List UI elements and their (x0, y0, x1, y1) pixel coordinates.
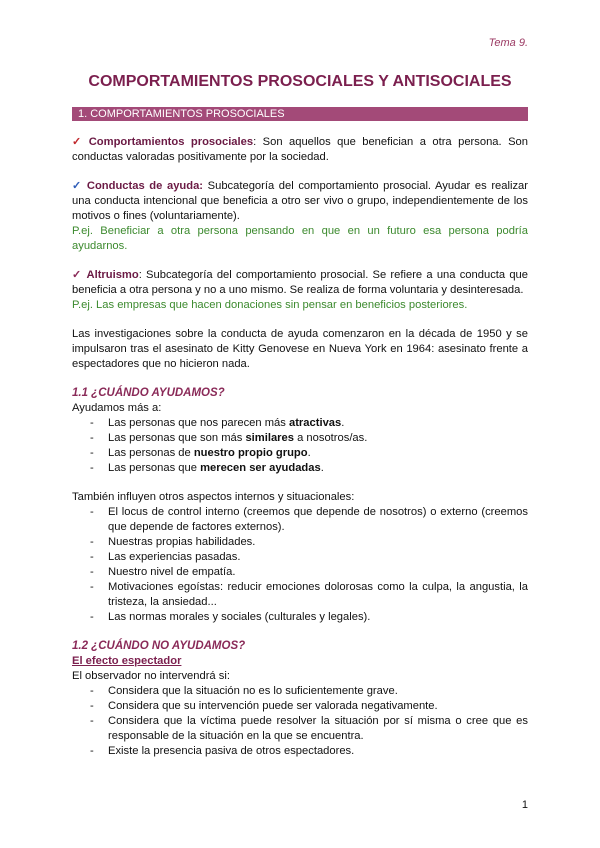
list-item: - Las personas que merecen ser ayudadas. (72, 461, 528, 476)
page-number: 1 (521, 799, 528, 811)
definition: ✓ Altruismo: Subcategoría del comportamiento prosocial. Se refiere a una conducta que beneficia a otra persona y no a uno mismo. Se realiza de forma voluntaria y desinteresada. P.ej. Las empresas que hacen donaciones sin pensar en beneficios posteriores. (72, 269, 529, 311)
list-item: - Considera que la víctima puede resolver la situación por sí misma o cree que es responsable de la situación en la que se encuentra. (72, 714, 528, 744)
list (72, 684, 528, 759)
checkmark-icon: ✓ (72, 269, 83, 281)
list-item: - Considera que su intervención puede ser valorada negativamente. (72, 699, 528, 714)
list-item: - Las experiencias pasadas. (72, 550, 528, 565)
list-item: - Existe la presencia pasiva de otros espectadores. (72, 744, 528, 759)
header-tema: Tema 9. (488, 37, 528, 49)
list (72, 505, 528, 625)
checkmark-icon: ✓ (72, 180, 83, 192)
list-item: - Las personas que son más similares a nosotros/as. (72, 431, 528, 446)
subsection-heading: 1.2 ¿CUÁNDO NO AYUDAMOS? (72, 640, 246, 652)
definition: ✓ Comportamientos prosociales: Son aquellos que benefician a otra persona. Son conductas valoradas positivamente por la sociedad. (72, 136, 528, 163)
list-item: - Las normas morales y sociales (culturales y legales). (72, 610, 528, 625)
list-item: - Motivaciones egoístas: reducir emociones dolorosas como la culpa, la angustia, la tristeza, la ansiedad... (72, 580, 528, 610)
example: P.ej. Beneficiar a otra persona pensando en que en un futuro esa persona podría ayudarnos. (72, 225, 528, 252)
list-item: - Considera que la situación no es lo suficientemente grave. (72, 684, 528, 699)
list-item: - El locus de control interno (creemos que depende de nosotros) o externo (creemos que depende de factores externos). (72, 505, 528, 535)
content (72, 107, 528, 773)
subsection-heading: 1.1 ¿CUÁNDO AYUDAMOS? (72, 387, 225, 399)
list-item: - Nuestras propias habilidades. (72, 535, 528, 550)
checkmark-icon: ✓ (72, 136, 85, 148)
page-title: COMPORTAMIENTOS PROSOCIALES Y ANTISOCIALES (88, 73, 512, 90)
example: P.ej. Las empresas que hacen donaciones sin pensar en beneficios posteriores. (72, 299, 468, 311)
lead-text: Ayudamos más a: (72, 402, 162, 414)
sub-heading: El efecto espectador (72, 655, 182, 667)
section-heading: 1. COMPORTAMIENTOS PROSOCIALES (72, 107, 528, 121)
lead-text: El observador no intervendrá si: (72, 670, 230, 682)
list-item: - Nuestro nivel de empatía. (72, 565, 528, 580)
definition: ✓ Conductas de ayuda: Subcategoría del comportamiento prosocial. Ayudar es realizar una conducta intencional que beneficia a otro ser vivo o grupo, independientemente de los motivos o fines (voluntariamente). P.ej. Beneficiar a otra persona pensando en que en un futuro esa persona podría ayudarnos. (72, 180, 528, 252)
intro-paragraph: Las investigaciones sobre la conducta de ayuda comenzaron en la década de 1950 y se impulsaron tras el asesinato de Kitty Genovese en Nueva York en 1964: asesinato frente a espectadores que no hicieron nada. (72, 328, 528, 370)
lead-text: También influyen otros aspectos internos y situacionales: (72, 491, 355, 503)
list-item: - Las personas de nuestro propio grupo. (72, 446, 528, 461)
list (72, 416, 528, 476)
list-item: - Las personas que nos parecen más atractivas. (72, 416, 528, 431)
